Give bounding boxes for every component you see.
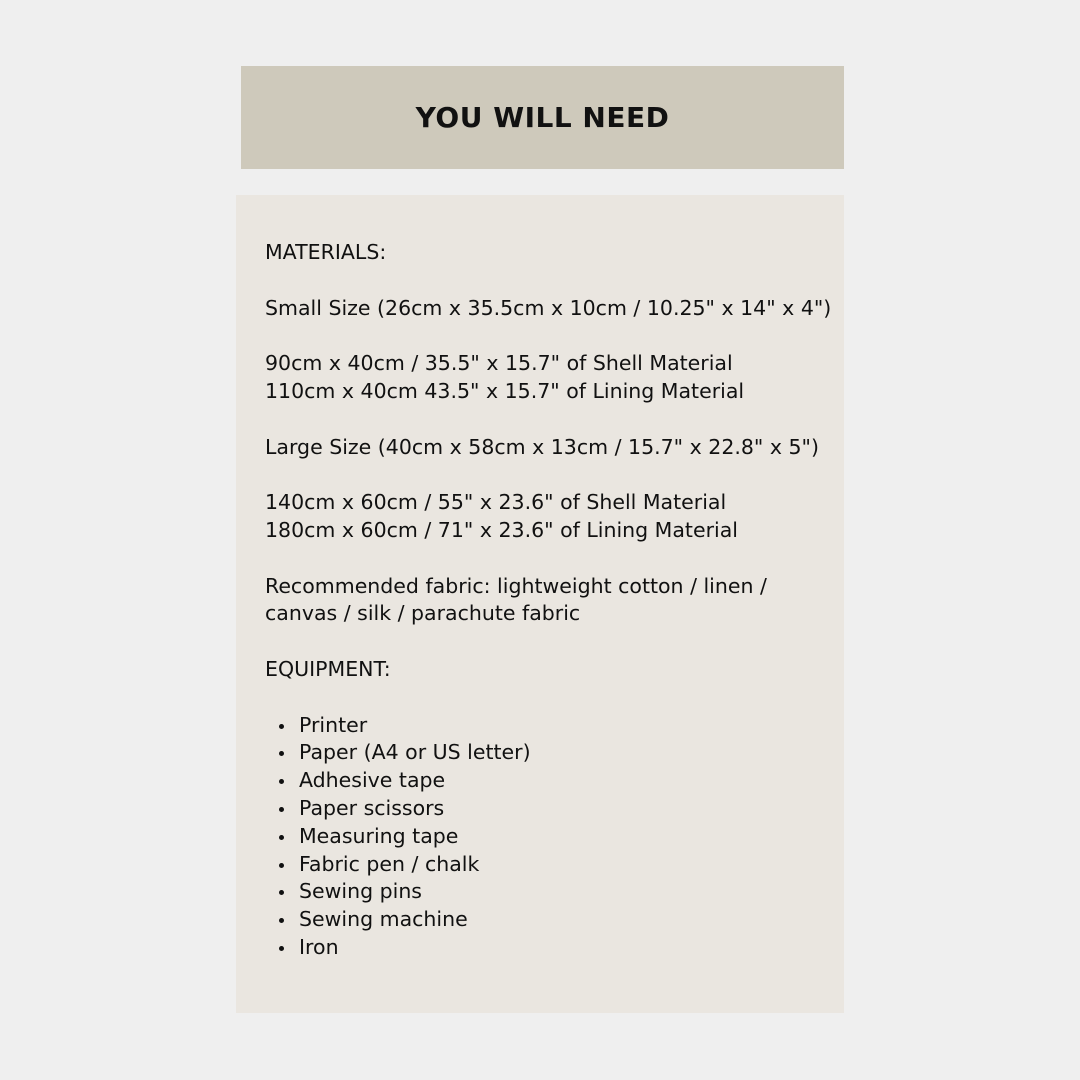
equipment-list xyxy=(265,712,844,962)
page-title: YOU WILL NEED xyxy=(415,101,670,134)
list-item: Paper (A4 or US letter) xyxy=(299,739,844,767)
recommended-fabric-line-2: canvas / silk / parachute fabric xyxy=(265,601,581,626)
equipment-heading: EQUIPMENT: xyxy=(265,656,391,681)
small-size-lining: 110cm x 40cm 43.5" x 15.7" of Lining Material xyxy=(265,378,745,403)
spacer xyxy=(265,545,844,573)
list-item: Sewing pins xyxy=(299,878,844,906)
list-item: Measuring tape xyxy=(299,823,844,851)
list-item: Iron xyxy=(299,934,844,962)
spacer xyxy=(265,267,844,295)
large-size-shell: 140cm x 60cm / 55" x 23.6" of Shell Material xyxy=(265,490,727,515)
spacer xyxy=(265,684,844,712)
materials-heading: MATERIALS: xyxy=(265,240,387,264)
spacer xyxy=(265,461,844,489)
recommended-fabric-line-1: Recommended fabric: lightweight cotton / linen / xyxy=(265,573,767,598)
spacer xyxy=(265,406,844,434)
small-size-label: Small Size (26cm x 35.5cm x 10cm / 10.25" x 14" x 4") xyxy=(265,295,832,320)
large-size-label: Large Size (40cm x 58cm x 13cm / 15.7" x 22.8" x 5") xyxy=(265,434,819,459)
spacer xyxy=(265,628,844,656)
list-item: Sewing machine xyxy=(299,906,844,934)
content-panel xyxy=(236,195,844,1013)
large-size-lining: 180cm x 60cm / 71" x 23.6" of Lining Material xyxy=(265,517,738,542)
spacer xyxy=(265,322,844,350)
list-item: Fabric pen / chalk xyxy=(299,851,844,879)
list-item: Printer xyxy=(299,712,844,740)
list-item: Adhesive tape xyxy=(299,767,844,795)
list-item: Paper scissors xyxy=(299,795,844,823)
small-size-shell: 90cm x 40cm / 35.5" x 15.7" of Shell Material xyxy=(265,351,733,376)
header-band xyxy=(241,66,844,169)
